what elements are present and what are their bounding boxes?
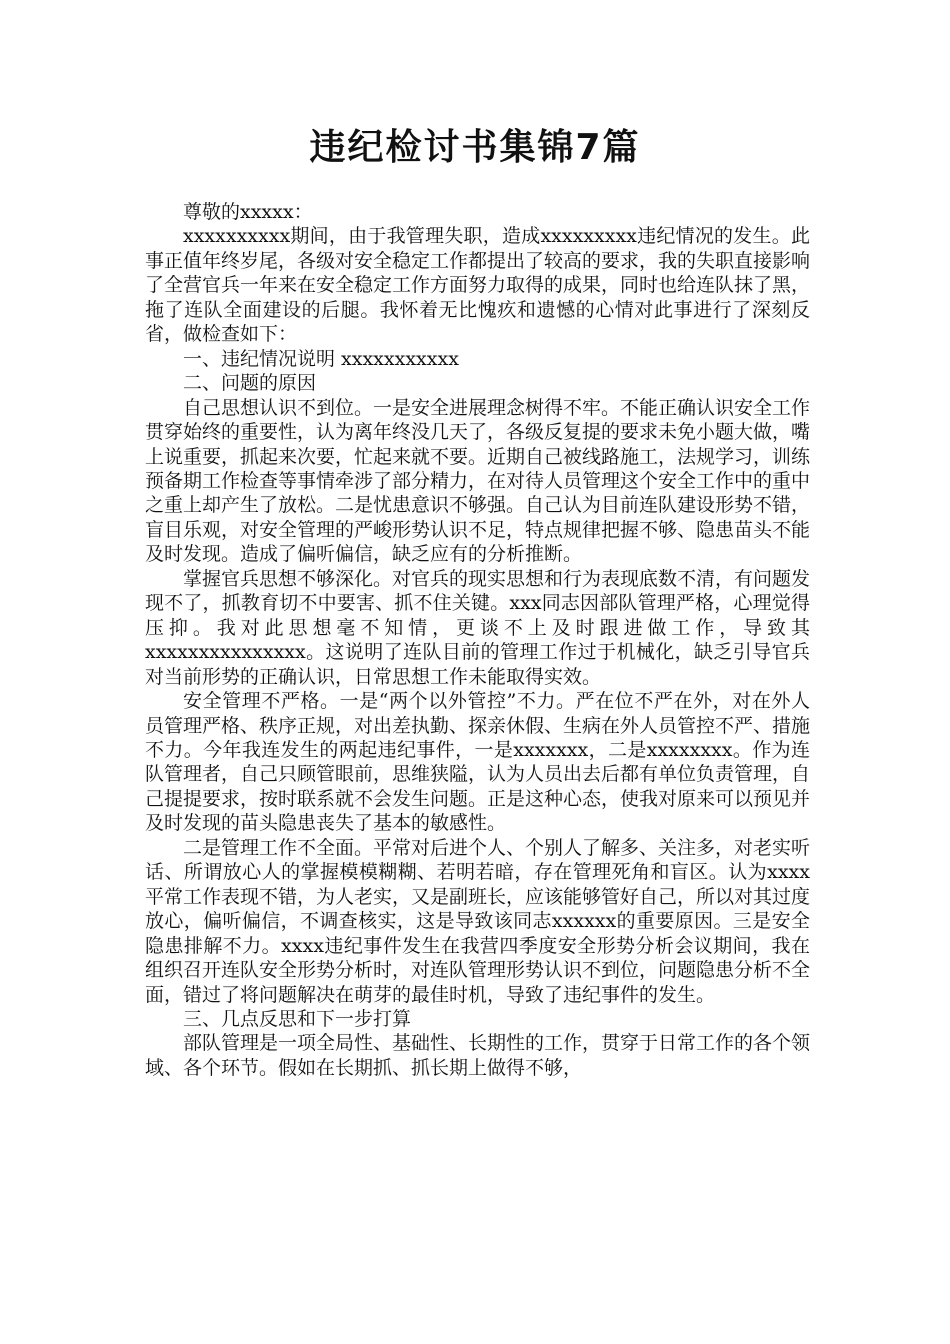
section-heading: 一、违纪情况说明 xxxxxxxxxxx xyxy=(183,347,459,370)
paragraph: 安全管理不严格。一是“两个以外管控”不力。严在位不严在外，对在外人员管理严格、秩序正规，对出差执勤、探亲休假、生病在外人员管控不严、措施不力。今年我连发生的两起违纪事件，一是xxxxxxx，二是xxxxxxxx。作为连队管理者，自己只顾管眼前，思维狭隘，认为人员出去后都有单位负责管理，自己提提要求，按时联系就不会发生问题。正是这种心态，使我对原来可以预见并及时发现的苗头隐患丧失了基本的敏感性。 xyxy=(145,690,811,835)
paragraph: 部队管理是一项全局性、基础性、长期性的工作，贯穿于日常工作的各个领域、各个环节。假如在长期抓、抓长期上做得不够， xyxy=(145,1032,811,1079)
paragraph: 自己思想认识不到位。一是安全进展理念树得不牢。不能正确认识安全工作贯穿始终的重要性，认为离年终没几天了，各级反复提的要求未免小题大做，嘴上说重要，抓起来次要，忙起来就不要。近期自己被线路施工，法规学习，训练预备期工作检查等事情牵涉了部分精力，在对待人员管理这个安全工作中的重中之重上却产生了放松。二是忧患意识不够强。自己认为目前连队建设形势不错，盲目乐观，对安全管理的严峻形势认识不足，特点规律把握不够、隐患苗头不能及时发现。造成了偏听偏信，缺乏应有的分析推断。 xyxy=(145,396,811,566)
section-heading: 三、几点反思和下一步打算 xyxy=(183,1007,412,1030)
document-title: 违纪检讨书集锦7篇 xyxy=(309,127,641,168)
section-heading: 二、问题的原因 xyxy=(183,372,317,395)
salutation: 尊敬的xxxxx： xyxy=(183,201,313,223)
paragraph: xxxxxxxxxx期间，由于我管理失职，造成xxxxxxxxx违纪情况的发生。此事正值年终岁尾，各级对安全稳定工作都提出了较高的要求，我的失职直接影响了全营官兵一年来在安全稳定工作方面努力取得的成果，同时也给连队抹了黑，拖了连队全面建设的后腿。我怀着无比愧疚和遗憾的心情对此事进行了深刻反省，做检查如下： xyxy=(145,225,811,346)
paragraph: 二是管理工作不全面。平常对后进个人、个别人了解多、关注多，对老实听话、所谓放心人的掌握模模糊糊、若明若暗，存在管理死角和盲区。认为xxxx平常工作表现不错，为人老实，又是副班长，应该能够管好自己，所以对其过度放心，偏听偏信，不调查核实，这是导致该同志xxxxxx的重要原因。三是安全隐患排解不力。xxxx违纪事件发生在我营四季度安全形势分析会议期间，我在组织召开连队安全形势分析时，对连队管理形势认识不到位，问题隐患分析不全面，错过了将问题解决在萌芽的最佳时机，导致了违纪事件的发生。 xyxy=(145,836,811,1006)
paragraph: 掌握官兵思想不够深化。对官兵的现实思想和行为表现底数不清，有问题发现不了，抓教育切不中要害、抓不住关键。xxx同志因部队管理严格，心理觉得压抑。我对此思想毫不知情，更谈不上及时跟进做工作，导致其xxxxxxxxxxxxxxx。这说明了连队目前的管理工作过于机械化，缺乏引导官兵对当前形势的正确认识，日常思想工作未能取得实效。 xyxy=(145,567,811,688)
document-body xyxy=(145,200,810,1080)
